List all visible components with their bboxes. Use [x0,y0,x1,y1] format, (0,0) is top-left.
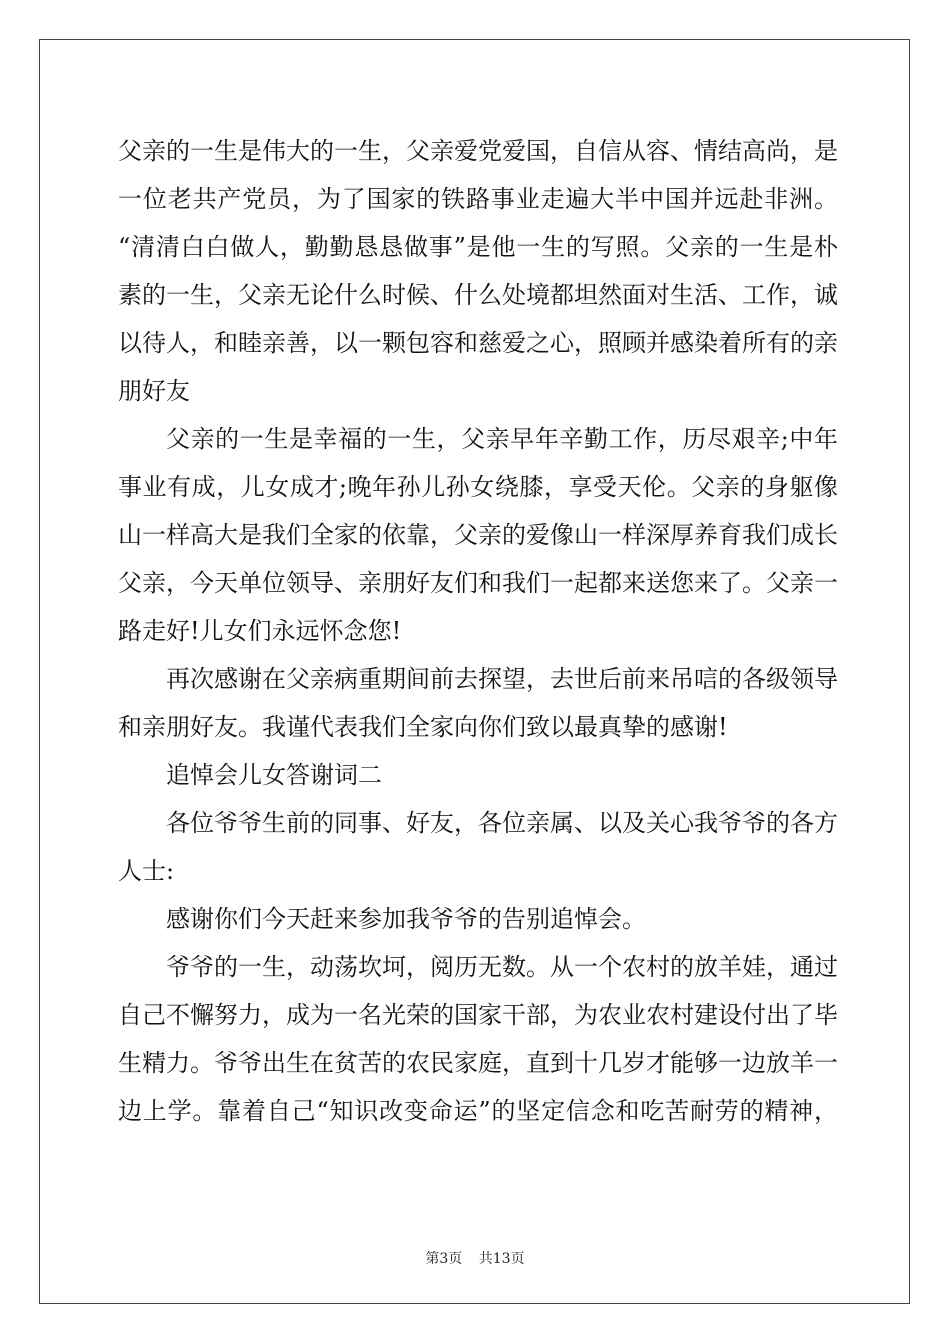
page-number: 第3页 [425,1251,463,1267]
text-line: “清清白白做人，勤勤恳恳做事”是他一生的写照。父亲的一生是朴 [118,233,838,261]
page-total: 共13页 [478,1251,525,1267]
section-heading: 追悼会儿女答谢词二 [166,761,382,789]
text-line: 感谢你们今天赶来参加我爷爷的告别追悼会。 [166,905,646,933]
text-line: 朋好友 [118,377,190,405]
document-body [118,127,838,1135]
text-line: 素的一生，父亲无论什么时候、什么处境都坦然面对生活、工作，诚 [118,281,838,309]
text-line: 父亲的一生是伟大的一生，父亲爱党爱国，自信从容、情结高尚，是 [118,137,838,165]
text-line: 父亲的一生是幸福的一生，父亲早年辛勤工作，历尽艰辛;中年 [166,425,838,453]
page-footer [0,1248,950,1268]
text-line: 以待人，和睦亲善，以一颗包容和慈爱之心，照顾并感染着所有的亲 [118,329,838,357]
text-line: 路走好!儿女们永远怀念您! [118,617,402,645]
text-line: 自己不懈努力，成为一名光荣的国家干部，为农业农村建设付出了毕 [118,1001,838,1029]
text-line: 一位老共产党员，为了国家的铁路事业走遍大半中国并远赴非洲。 [118,185,838,213]
text-line: 事业有成，儿女成才;晚年孙儿孙女绕膝，享受天伦。父亲的身躯像 [118,473,838,501]
text-line: 再次感谢在父亲病重期间前去探望，去世后前来吊唁的各级领导 [166,665,838,693]
text-line: 父亲，今天单位领导、亲朋好友们和我们一起都来送您来了。父亲一 [118,569,838,597]
text-line: 边上学。靠着自己“知识改变命运”的坚定信念和吃苦耐劳的精神， [118,1097,838,1125]
text-line: 人士: [118,857,175,885]
text-line: 山一样高大是我们全家的依靠，父亲的爱像山一样深厚养育我们成长 [118,521,838,549]
text-line: 生精力。爷爷出生在贫苦的农民家庭，直到十几岁才能够一边放羊一 [118,1049,838,1077]
text-line: 各位爷爷生前的同事、好友，各位亲属、以及关心我爷爷的各方 [166,809,838,837]
text-line: 爷爷的一生，动荡坎坷，阅历无数。从一个农村的放羊娃，通过 [166,953,838,981]
text-line: 和亲朋好友。我谨代表我们全家向你们致以最真挚的感谢! [118,713,728,741]
